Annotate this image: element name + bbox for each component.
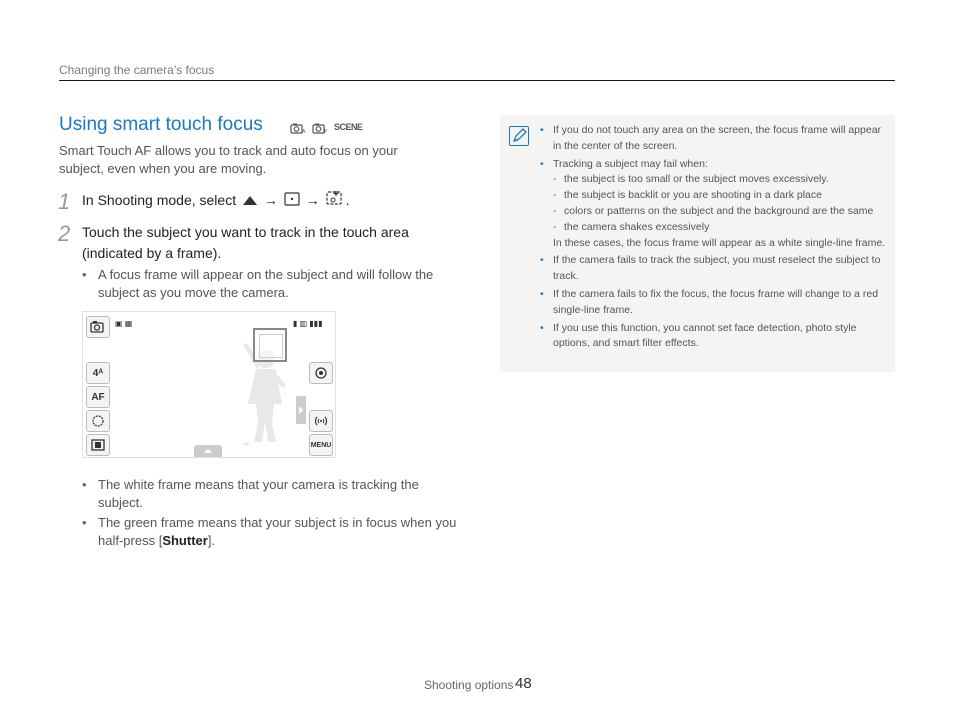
list-item: • Tracking a subject may fail when: - the subject is too small or the subject moves excessively. - the subject is backlit or you are shooting in a dark place - colors or patterns on the subject and the background are the same - the camera shakes excessively In these cases, the focus frame will appear as a white single-line frame. — [538, 157, 890, 252]
list-item: • The white frame means that your camera is tracking the subject. — [82, 476, 462, 512]
list-item: • If the camera fails to track the subject, you must reselect the subject to track. — [538, 253, 890, 285]
after-bullets — [82, 476, 462, 551]
camera-auto-icon — [290, 121, 306, 132]
smart-filter-icon — [309, 362, 333, 384]
note-list — [538, 123, 890, 354]
step-1-end: . — [345, 192, 350, 208]
note-box — [500, 115, 895, 372]
svg-text:P: P — [324, 129, 328, 134]
step-1-text — [82, 190, 349, 212]
display-icon — [86, 434, 110, 456]
step-number-1: 1 — [58, 189, 71, 214]
step-2-text: Touch the subject you want to track in the touch area (indicated by a frame). — [82, 224, 409, 261]
sub-list-item: - the subject is too small or the subject moves excessively. — [553, 172, 890, 188]
sub-list — [553, 172, 890, 235]
side-tab — [296, 396, 306, 424]
af-button: AF — [86, 386, 110, 408]
footer-label: Shooting options — [424, 678, 514, 692]
triangle-up-icon — [242, 191, 258, 212]
focus-center-icon — [284, 191, 300, 212]
bottom-tab — [194, 445, 222, 457]
note-pencil-icon — [509, 126, 529, 146]
step-1-label: In Shooting mode, select — [82, 192, 237, 208]
intro-paragraph: Smart Touch AF allows you to track and auto focus on your subject, even when you are moving. — [59, 143, 398, 176]
arrow-2: → — [305, 192, 320, 208]
header-rule — [59, 80, 895, 81]
timer-icon — [86, 410, 110, 432]
mode-icons — [290, 121, 363, 132]
smart-auto-mode-icon — [86, 316, 110, 338]
sub-list-item: - colors or patterns on the subject and the background are the same — [553, 204, 890, 220]
resolution-icon: ▣ ▦ — [115, 319, 133, 328]
camera-program-icon — [312, 121, 328, 132]
step-2-bullets — [82, 266, 442, 303]
running-header: Changing the camera’s focus — [59, 63, 215, 77]
note-after-text: In these cases, the focus frame will appear as a white single-line frame. — [553, 236, 886, 249]
battery-icon: ▮ ▥ ▮▮▮ — [293, 319, 323, 328]
sub-list-item: - the subject is backlit or you are shooting in a dark place — [553, 188, 890, 204]
scene-icon: SCENE — [334, 121, 363, 132]
menu-button: MENU — [309, 434, 333, 456]
flash-button: 4ᴬ — [86, 362, 110, 384]
list-item: • The green frame means that your subject is in focus when you half-press [Shutter]. — [82, 514, 462, 550]
list-item: • If the camera fails to fix the focus, the focus frame will change to a red single-line frame. — [538, 287, 890, 319]
step-number-2: 2 — [58, 221, 71, 246]
smart-touch-af-icon — [326, 190, 344, 212]
arrow-1: → — [263, 192, 278, 208]
focus-frame — [253, 328, 287, 362]
svg-text:A: A — [302, 129, 306, 134]
list-item: • If you use this function, you cannot set face detection, photo style options, and smart filter effects. — [538, 321, 890, 353]
section-title: Using smart touch focus — [59, 114, 263, 135]
wireless-icon — [309, 410, 333, 432]
sub-list-item: - the camera shakes excessively — [553, 220, 890, 236]
list-item: • A focus frame will appear on the subject and will follow the subject as you move the camera. — [82, 266, 442, 302]
page-number: 48 — [515, 675, 532, 692]
shutter-label: Shutter — [162, 533, 208, 548]
camera-screen-illustration — [82, 311, 336, 458]
list-item: • If you do not touch any area on the screen, the focus frame will appear in the center of the screen. — [538, 123, 890, 155]
